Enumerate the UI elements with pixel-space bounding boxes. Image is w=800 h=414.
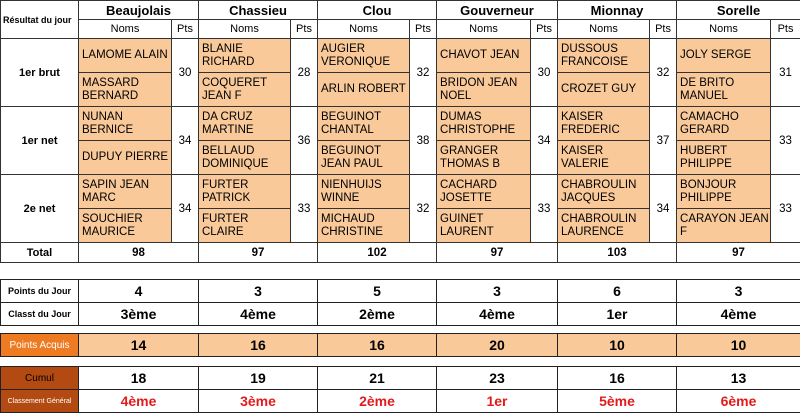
player-name: SOUCHIER MAURICE xyxy=(79,209,172,243)
classement-general-label: Classement Général xyxy=(1,390,79,413)
player-name: AUGIER VERONIQUE xyxy=(318,39,410,73)
team-points: 34 xyxy=(172,107,199,175)
points-acquis-value: 10 xyxy=(558,334,677,357)
classement-du-jour-value: 3ème xyxy=(79,303,199,326)
total-value: 97 xyxy=(199,243,318,263)
noms-header: Noms xyxy=(199,20,291,39)
pts-header: Pts xyxy=(531,20,558,39)
cumul-value: 21 xyxy=(318,367,437,390)
total-value: 97 xyxy=(677,243,800,263)
player-name: GUINET LAURENT xyxy=(437,209,531,243)
noms-header: Noms xyxy=(558,20,650,39)
total-value: 98 xyxy=(79,243,199,263)
pts-header: Pts xyxy=(410,20,437,39)
player-name: BRIDON JEAN NOEL xyxy=(437,73,531,107)
total-label: Total xyxy=(1,243,79,263)
player-name: FURTER PATRICK xyxy=(199,175,291,209)
player-name: HUBERT PHILIPPE xyxy=(677,141,771,175)
player-name: BONJOUR PHILIPPE xyxy=(677,175,771,209)
classement-general-value: 1er xyxy=(437,390,558,413)
total-row xyxy=(1,243,800,263)
noms-header: Noms xyxy=(318,20,410,39)
club-name: Clou xyxy=(318,1,437,20)
player-name: DUSSOUS FRANCOISE xyxy=(558,39,650,73)
player-name: CHABROULIN LAURENCE xyxy=(558,209,650,243)
points-du-jour-value: 5 xyxy=(318,280,437,303)
classement-general-value: 6ème xyxy=(677,390,800,413)
points-acquis-value: 10 xyxy=(677,334,800,357)
team-points: 34 xyxy=(650,175,677,243)
classement-du-jour-value: 2ème xyxy=(318,303,437,326)
team-points: 33 xyxy=(771,107,800,175)
player-name: DA CRUZ MARTINE xyxy=(199,107,291,141)
player-name: KAISER VALERIE xyxy=(558,141,650,175)
points-du-jour-value: 6 xyxy=(558,280,677,303)
points-acquis-label: Points Acquis xyxy=(1,334,79,357)
player-name: GRANGER THOMAS B xyxy=(437,141,531,175)
points-acquis-value: 16 xyxy=(318,334,437,357)
team-points: 34 xyxy=(531,107,558,175)
player-name: BEGUINOT CHANTAL xyxy=(318,107,410,141)
pts-header: Pts xyxy=(771,20,800,39)
team-points: 31 xyxy=(771,39,800,107)
category-label: 1er brut xyxy=(1,39,79,107)
classement-du-jour-value: 4ème xyxy=(199,303,318,326)
club-name: Beaujolais xyxy=(79,1,199,20)
cumul-value: 23 xyxy=(437,367,558,390)
player-name: LAMOME ALAIN xyxy=(79,39,172,73)
classement-general xyxy=(1,390,800,413)
category-label: 1er net xyxy=(1,107,79,175)
player-name: JOLY SERGE xyxy=(677,39,771,73)
classement-du-jour-value: 4ème xyxy=(437,303,558,326)
category-label: 2e net xyxy=(1,175,79,243)
classement-general-value: 4ème xyxy=(79,390,199,413)
team-points: 38 xyxy=(410,107,437,175)
pts-header: Pts xyxy=(291,20,318,39)
club-name: Chassieu xyxy=(199,1,318,20)
corner-label: Résultat du jour xyxy=(1,1,79,39)
club-name: Sorelle xyxy=(677,1,800,20)
total-value: 102 xyxy=(318,243,437,263)
category-row-second xyxy=(1,73,800,107)
team-points: 32 xyxy=(410,175,437,243)
pts-header: Pts xyxy=(172,20,199,39)
points-acquis-value: 20 xyxy=(437,334,558,357)
player-name: CARAYON JEAN F xyxy=(677,209,771,243)
daily-points-table xyxy=(0,279,800,326)
noms-header: Noms xyxy=(437,20,531,39)
club-name: Gouverneur xyxy=(437,1,558,20)
player-name: DE BRITO MANUEL xyxy=(677,73,771,107)
player-name: DUMAS CHRISTOPHE xyxy=(437,107,531,141)
cumul-value: 18 xyxy=(79,367,199,390)
classement-du-jour-value: 4ème xyxy=(677,303,800,326)
player-name: DUPUY PIERRE xyxy=(79,141,172,175)
cumul-label: Cumul xyxy=(1,367,79,390)
player-name: BLANIE RICHARD xyxy=(199,39,291,73)
points-acquis-value: 16 xyxy=(199,334,318,357)
cumul-value: 16 xyxy=(558,367,677,390)
player-name: BEGUINOT JEAN PAUL xyxy=(318,141,410,175)
club-name: Mionnay xyxy=(558,1,677,20)
player-name: CACHARD JOSETTE xyxy=(437,175,531,209)
team-points: 28 xyxy=(291,39,318,107)
team-points: 32 xyxy=(410,39,437,107)
player-name: NIENHUIJS WINNE xyxy=(318,175,410,209)
club-header-row xyxy=(1,1,800,20)
team-points: 33 xyxy=(771,175,800,243)
team-points: 33 xyxy=(291,175,318,243)
points-du-jour-label: Points du Jour xyxy=(1,280,79,303)
classement-du-jour-label: Classt du Jour xyxy=(1,303,79,326)
points-acquis-table xyxy=(0,333,800,357)
player-name: FURTER CLAIRE xyxy=(199,209,291,243)
player-name: CAMACHO GERARD xyxy=(677,107,771,141)
points-acquis xyxy=(1,334,800,357)
player-name: ARLIN ROBERT xyxy=(318,73,410,107)
classement-general-value: 2ème xyxy=(318,390,437,413)
classement-general-value: 5ème xyxy=(558,390,677,413)
points-du-jour-value: 3 xyxy=(199,280,318,303)
noms-header: Noms xyxy=(79,20,172,39)
total-value: 103 xyxy=(558,243,677,263)
points-du-jour-value: 4 xyxy=(79,280,199,303)
category-row-second xyxy=(1,141,800,175)
pts-header: Pts xyxy=(650,20,677,39)
player-name: KAISER FREDERIC xyxy=(558,107,650,141)
cumul xyxy=(1,367,800,390)
player-name: COQUERET JEAN F xyxy=(199,73,291,107)
category-row xyxy=(1,39,800,73)
category-row-second xyxy=(1,209,800,243)
points-acquis-value: 14 xyxy=(79,334,199,357)
column-subheader-row xyxy=(1,20,800,39)
player-name: MICHAUD CHRISTINE xyxy=(318,209,410,243)
cumul-value: 19 xyxy=(199,367,318,390)
team-points: 30 xyxy=(172,39,199,107)
team-points: 34 xyxy=(172,175,199,243)
classement-general-value: 3ème xyxy=(199,390,318,413)
player-name: CHABROULIN JACQUES xyxy=(558,175,650,209)
player-name: NUNAN BERNICE xyxy=(79,107,172,141)
player-name: CROZET GUY xyxy=(558,73,650,107)
team-points: 33 xyxy=(531,175,558,243)
player-name: CHAVOT JEAN xyxy=(437,39,531,73)
team-points: 32 xyxy=(650,39,677,107)
points-du-jour-value: 3 xyxy=(677,280,800,303)
cumul-value: 13 xyxy=(677,367,800,390)
team-points: 37 xyxy=(650,107,677,175)
team-points: 30 xyxy=(531,39,558,107)
category-row xyxy=(1,107,800,141)
player-name: BELLAUD DOMINIQUE xyxy=(199,141,291,175)
noms-header: Noms xyxy=(677,20,771,39)
team-points: 36 xyxy=(291,107,318,175)
points-du-jour xyxy=(1,280,800,303)
classement-du-jour xyxy=(1,303,800,326)
points-du-jour-value: 3 xyxy=(437,280,558,303)
player-name: SAPIN JEAN MARC xyxy=(79,175,172,209)
cumul-table xyxy=(0,366,800,413)
player-name: MASSARD BERNARD xyxy=(79,73,172,107)
classement-du-jour-value: 1er xyxy=(558,303,677,326)
total-value: 97 xyxy=(437,243,558,263)
category-row xyxy=(1,175,800,209)
